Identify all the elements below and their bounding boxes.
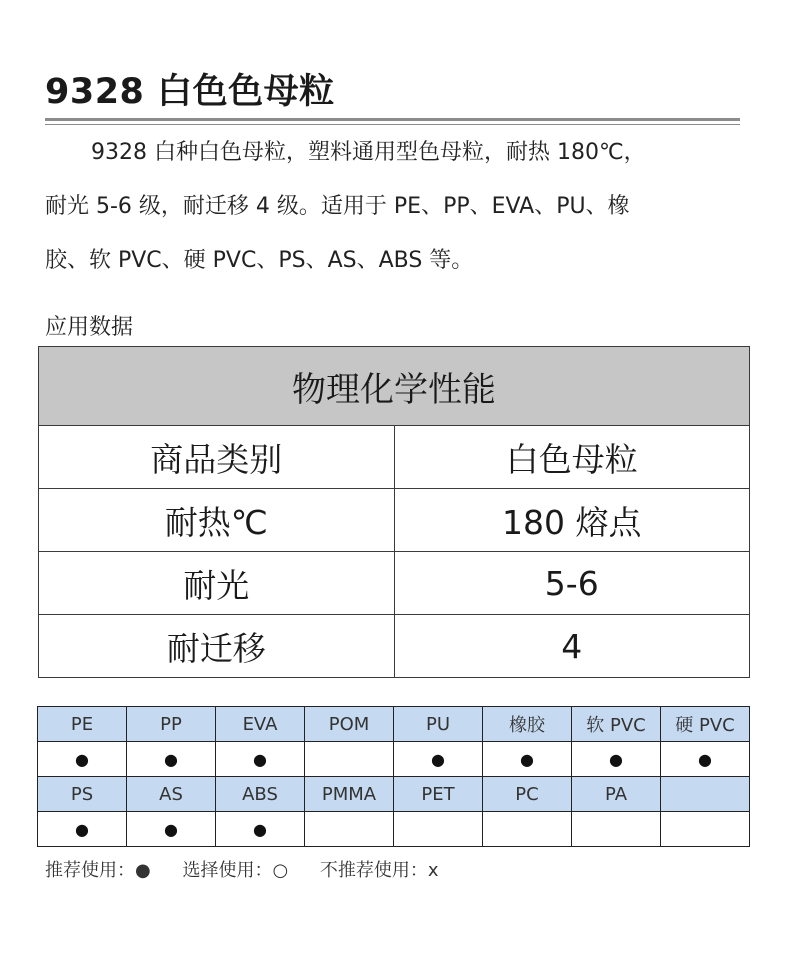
recommend-mark: ● — [127, 812, 216, 847]
description-line: 耐光 5-6 级，耐迁移 4 级。适用于 PE、PP、EVA、PU、橡 — [45, 194, 630, 219]
page-title: 9328 白色色母粒 — [45, 72, 335, 112]
material-name: 橡胶 — [483, 707, 572, 742]
material-name: PMMA — [305, 777, 394, 812]
material-name: PET — [394, 777, 483, 812]
recommend-mark — [483, 812, 572, 847]
recommend-mark — [305, 812, 394, 847]
recommend-mark: ● — [394, 742, 483, 777]
property-value: 4 — [394, 615, 750, 678]
material-name: 软 PVC — [572, 707, 661, 742]
material-name: 硬 PVC — [661, 707, 750, 742]
recommend-mark — [661, 812, 750, 847]
material-name-row — [38, 707, 750, 742]
recommend-mark: ● — [38, 742, 127, 777]
section-label: 应用数据 — [45, 315, 134, 340]
usage-legend — [45, 856, 465, 882]
material-name: PU — [394, 707, 483, 742]
properties-header: 物理化学性能 — [39, 347, 750, 426]
recommend-mark — [394, 812, 483, 847]
recommend-mark — [572, 812, 661, 847]
property-value: 180 熔点 — [394, 489, 750, 552]
product-description — [45, 126, 745, 288]
property-value: 白色母粒 — [394, 426, 750, 489]
recommend-mark: ● — [216, 742, 305, 777]
table-row — [39, 552, 750, 615]
recommend-mark: ● — [661, 742, 750, 777]
legend-recommended: 推荐使用：● — [45, 860, 151, 881]
material-name-row — [38, 777, 750, 812]
material-name: PA — [572, 777, 661, 812]
description-line: 胶、软 PVC、硬 PVC、PS、AS、ABS 等。 — [45, 248, 474, 273]
material-name: ABS — [216, 777, 305, 812]
material-name: AS — [127, 777, 216, 812]
properties-table — [38, 346, 750, 678]
material-mark-row — [38, 742, 750, 777]
recommend-mark: ● — [38, 812, 127, 847]
material-name: PS — [38, 777, 127, 812]
material-name: PP — [127, 707, 216, 742]
material-name — [661, 777, 750, 812]
material-name: PC — [483, 777, 572, 812]
property-label: 耐光 — [39, 552, 395, 615]
title-divider-thin — [45, 124, 740, 125]
table-row — [39, 426, 750, 489]
material-mark-row — [38, 812, 750, 847]
material-name: POM — [305, 707, 394, 742]
recommend-mark — [305, 742, 394, 777]
property-label: 商品类别 — [39, 426, 395, 489]
title-divider — [45, 118, 740, 121]
material-compatibility-table — [37, 706, 750, 847]
material-name: EVA — [216, 707, 305, 742]
recommend-mark: ● — [572, 742, 661, 777]
recommend-mark: ● — [483, 742, 572, 777]
property-label: 耐热℃ — [39, 489, 395, 552]
description-line: 9328 白种白色母粒，塑料通用型色母粒，耐热 180℃， — [91, 140, 646, 165]
table-row — [39, 489, 750, 552]
property-label: 耐迁移 — [39, 615, 395, 678]
material-name: PE — [38, 707, 127, 742]
property-value: 5-6 — [394, 552, 750, 615]
legend-optional: 选择使用：○ — [182, 860, 289, 881]
recommend-mark: ● — [216, 812, 305, 847]
table-row — [39, 615, 750, 678]
legend-not-recommended: 不推荐使用：x — [319, 860, 439, 881]
recommend-mark: ● — [127, 742, 216, 777]
